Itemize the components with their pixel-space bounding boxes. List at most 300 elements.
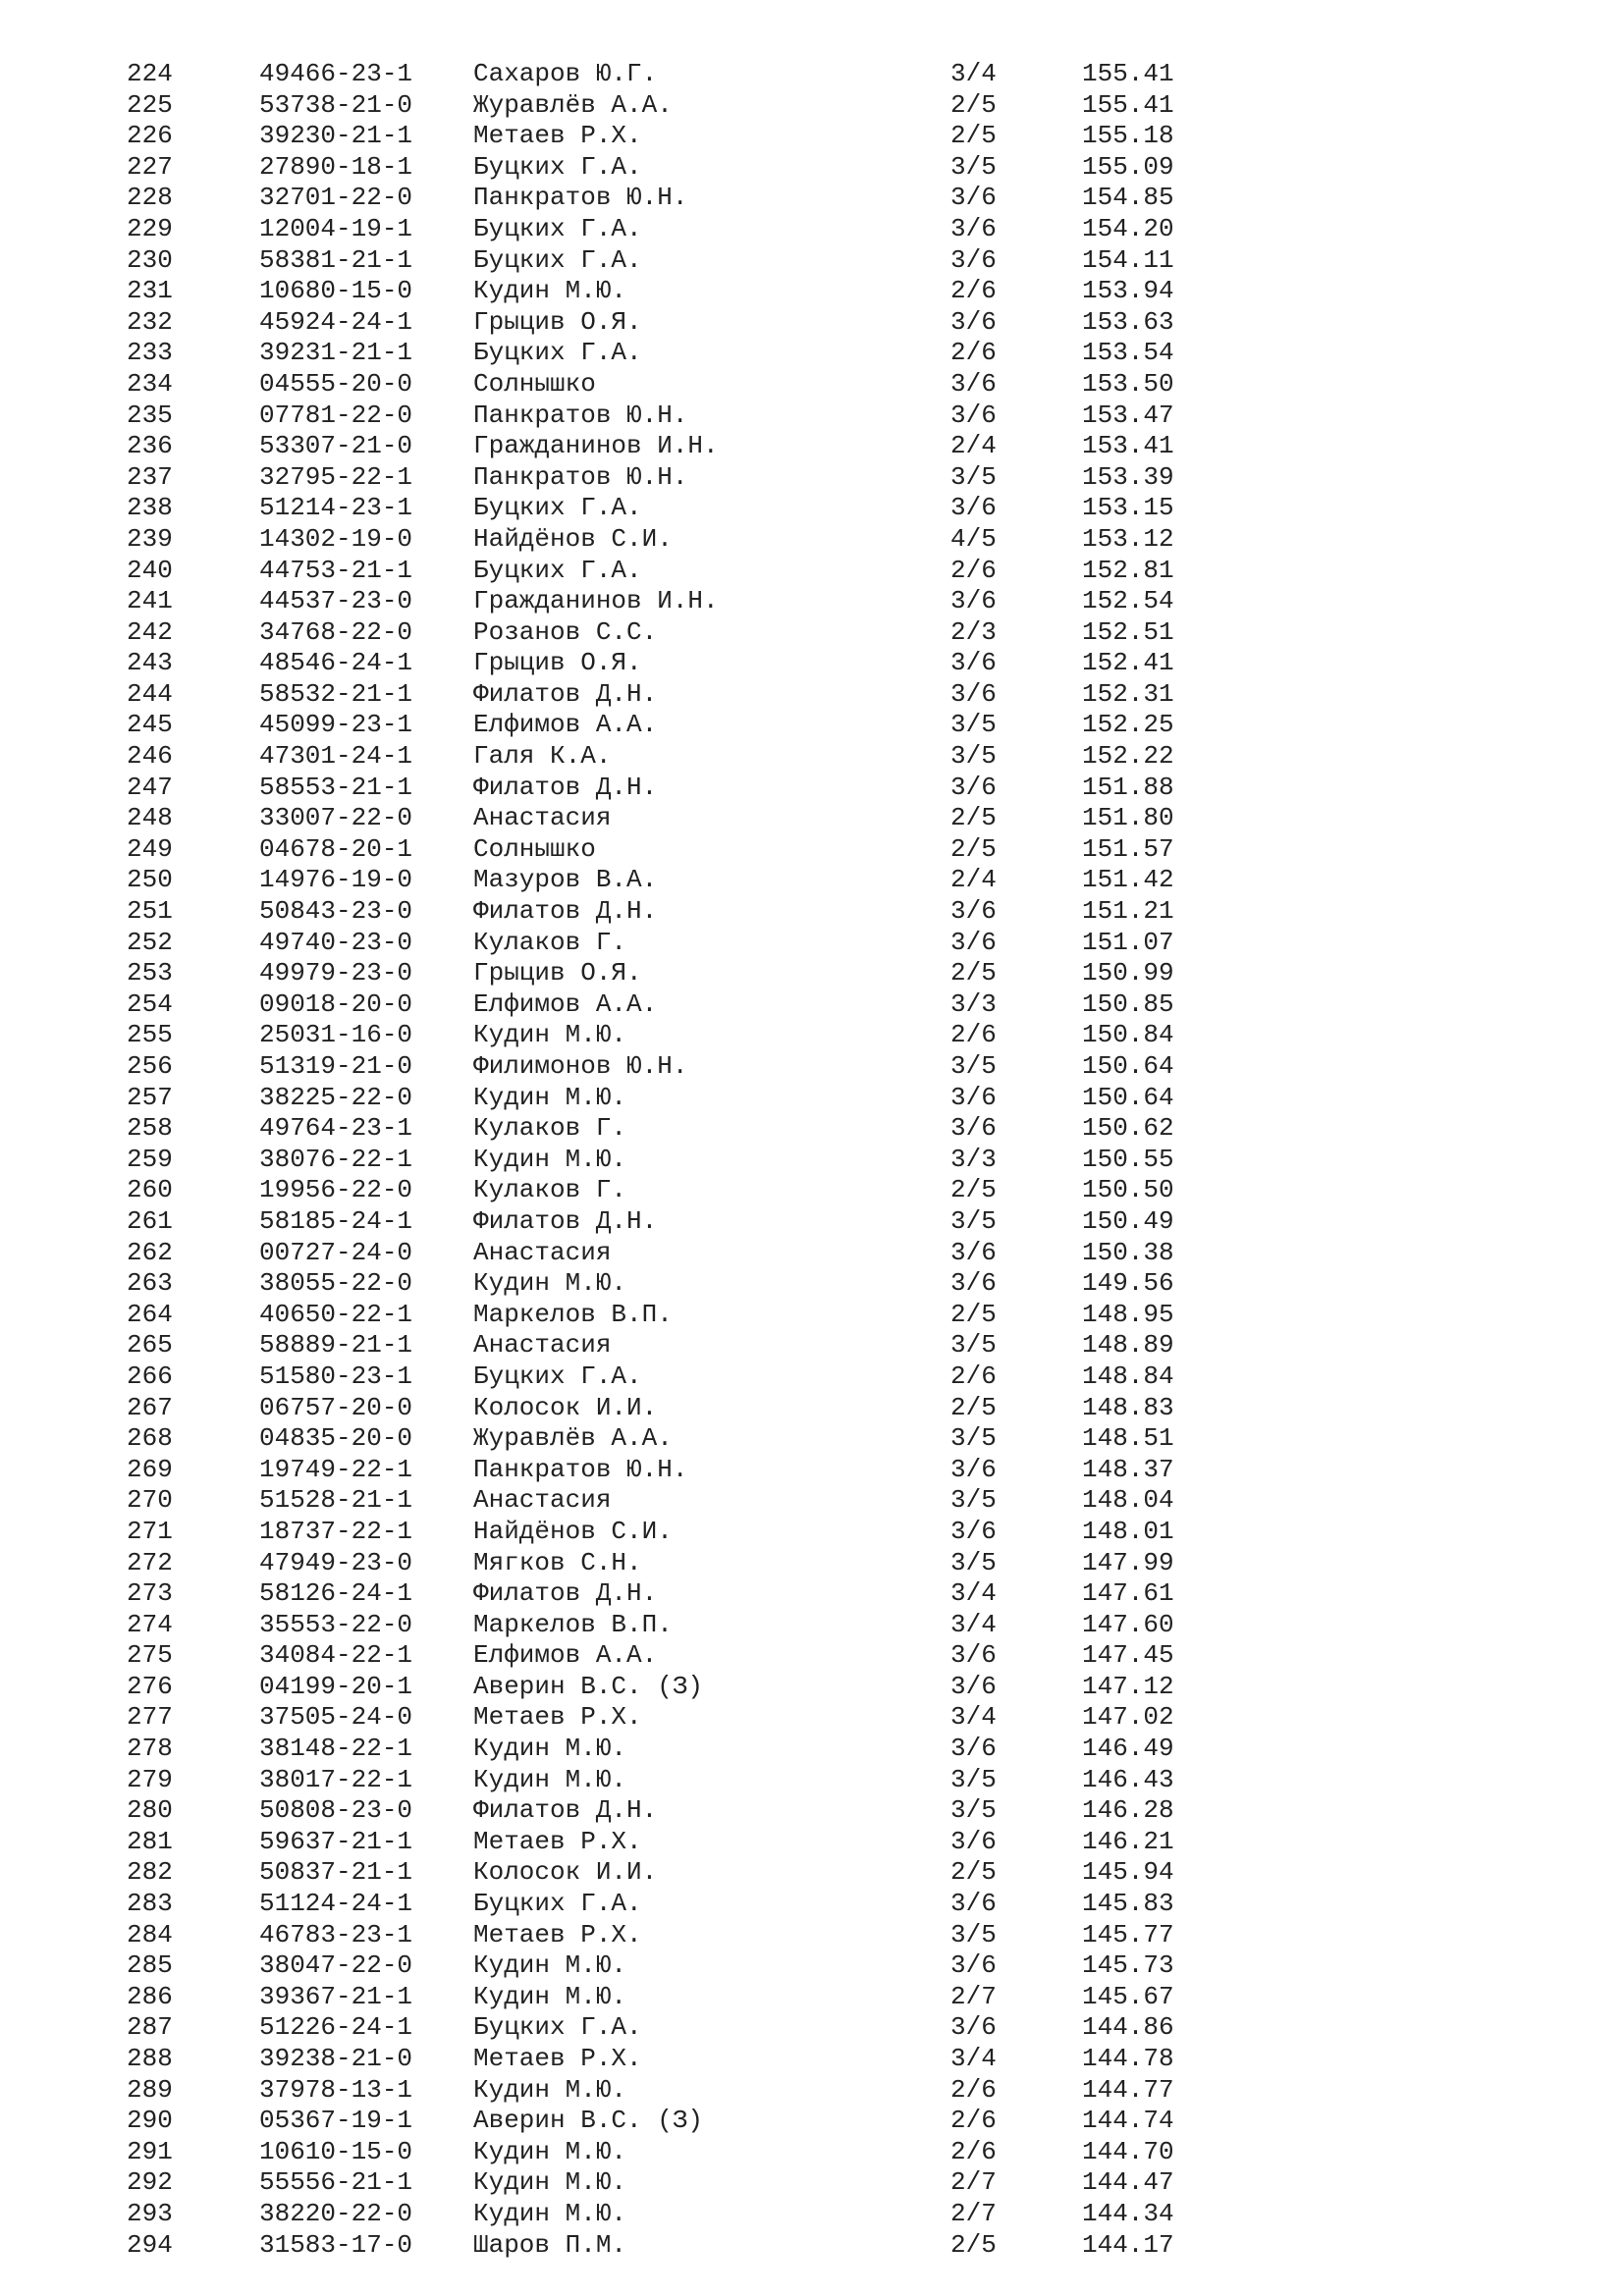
table-row [0,1795,1624,1827]
rank-cell: 282 [127,1857,173,1888]
score-cell: 152.41 [1082,648,1174,678]
rank-cell: 226 [127,121,173,151]
rank-cell: 289 [127,2074,173,2105]
table-row [0,2137,1624,2168]
rank-cell: 228 [127,183,173,213]
name-cell: Грыцив О.Я. [473,306,642,337]
id-cell: 58381-21-1 [259,244,413,275]
rank-cell: 258 [127,1113,173,1144]
score-cell: 145.73 [1082,1950,1174,1981]
score-cell: 149.56 [1082,1268,1174,1299]
table-row [0,1051,1624,1083]
ratio-cell: 3/6 [950,1889,997,1919]
ratio-cell: 2/6 [950,338,997,368]
id-cell: 55556-21-1 [259,2167,413,2198]
ratio-cell: 2/4 [950,865,997,895]
id-cell: 59637-21-1 [259,1826,413,1856]
ratio-cell: 3/3 [950,988,997,1019]
score-cell: 152.31 [1082,678,1174,709]
ratio-cell: 2/5 [950,1175,997,1205]
score-cell: 145.83 [1082,1889,1174,1919]
score-cell: 150.38 [1082,1237,1174,1267]
ratio-cell: 3/5 [950,1423,997,1454]
name-cell: Филатов Д.Н. [473,772,658,802]
score-cell: 155.09 [1082,151,1174,182]
rank-cell: 230 [127,244,173,275]
table-row [0,834,1624,866]
ratio-cell: 2/6 [950,1361,997,1391]
id-cell: 04555-20-0 [259,368,413,399]
name-cell: Буцких Г.А. [473,1889,642,1919]
ratio-cell: 2/7 [950,2198,997,2228]
table-row [0,1268,1624,1300]
name-cell: Галя К.А. [473,741,612,772]
name-cell: Кулаков Г. [473,927,627,957]
score-cell: 154.85 [1082,183,1174,213]
ratio-cell: 2/6 [950,2136,997,2166]
name-cell: Панкратов Ю.Н. [473,461,688,492]
score-cell: 150.84 [1082,1020,1174,1050]
id-cell: 48546-24-1 [259,648,413,678]
score-cell: 153.50 [1082,368,1174,399]
ratio-cell: 3/4 [950,2044,997,2073]
ratio-cell: 2/6 [950,276,997,306]
rank-cell: 294 [127,2229,173,2260]
rank-cell: 286 [127,1981,173,2011]
id-cell: 58185-24-1 [259,1205,413,1236]
rank-cell: 253 [127,958,173,988]
table-row [0,928,1624,959]
score-cell: 152.51 [1082,616,1174,647]
score-cell: 150.50 [1082,1175,1174,1205]
ratio-cell: 3/6 [950,1237,997,1267]
id-cell: 49740-23-0 [259,927,413,957]
rank-cell: 267 [127,1392,173,1422]
score-cell: 153.12 [1082,523,1174,554]
id-cell: 38225-22-0 [259,1082,413,1112]
id-cell: 19956-22-0 [259,1175,413,1205]
score-cell: 152.25 [1082,710,1174,740]
score-cell: 150.85 [1082,988,1174,1019]
id-cell: 09018-20-0 [259,988,413,1019]
rank-cell: 277 [127,1702,173,1733]
name-cell: Кудин М.Ю. [473,2136,627,2166]
name-cell: Панкратов Ю.Н. [473,1454,688,1484]
ratio-cell: 3/6 [950,368,997,399]
name-cell: Грыцив О.Я. [473,648,642,678]
rank-cell: 224 [127,59,173,88]
table-row [0,1548,1624,1579]
rank-cell: 235 [127,400,173,430]
ratio-cell: 2/5 [950,1392,997,1422]
id-cell: 04199-20-1 [259,1671,413,1701]
id-cell: 34768-22-0 [259,616,413,647]
name-cell: Журавлёв А.А. [473,89,673,120]
name-cell: Колосок И.И. [473,1857,658,1888]
rank-cell: 261 [127,1205,173,1236]
id-cell: 49979-23-0 [259,958,413,988]
rank-cell: 234 [127,368,173,399]
score-cell: 147.45 [1082,1640,1174,1671]
name-cell: Буцких Г.А. [473,244,642,275]
rank-cell: 269 [127,1454,173,1484]
table-row [0,2075,1624,2107]
id-cell: 45924-24-1 [259,306,413,337]
score-cell: 144.34 [1082,2198,1174,2228]
id-cell: 12004-19-1 [259,213,413,243]
score-cell: 144.77 [1082,2074,1174,2105]
name-cell: Найдёнов С.И. [473,523,673,554]
name-cell: Филатов Д.Н. [473,896,658,927]
rank-cell: 233 [127,338,173,368]
ratio-cell: 3/6 [950,400,997,430]
score-cell: 151.07 [1082,927,1174,957]
table-row [0,2167,1624,2199]
name-cell: Метаев Р.Х. [473,2044,642,2073]
table-row [0,1485,1624,1517]
name-cell: Анастасия [473,803,612,833]
rank-cell: 260 [127,1175,173,1205]
id-cell: 39238-21-0 [259,2044,413,2073]
table-row [0,1982,1624,2013]
table-row [0,2106,1624,2137]
name-cell: Шаров П.М. [473,2229,627,2260]
id-cell: 39231-21-1 [259,338,413,368]
score-cell: 148.84 [1082,1361,1174,1391]
score-cell: 144.78 [1082,2044,1174,2073]
score-cell: 153.47 [1082,400,1174,430]
score-cell: 154.11 [1082,244,1174,275]
id-cell: 14302-19-0 [259,523,413,554]
table-row [0,1020,1624,1051]
ratio-cell: 2/6 [950,1020,997,1050]
id-cell: 10680-15-0 [259,276,413,306]
table-row [0,183,1624,214]
name-cell: Журавлёв А.А. [473,1423,673,1454]
score-cell: 150.55 [1082,1144,1174,1174]
table-row [0,773,1624,804]
score-cell: 153.94 [1082,276,1174,306]
table-row [0,958,1624,989]
id-cell: 45099-23-1 [259,710,413,740]
table-row [0,586,1624,617]
name-cell: Метаев Р.Х. [473,1919,642,1949]
id-cell: 44537-23-0 [259,586,413,616]
table-row [0,59,1624,90]
rank-cell: 270 [127,1485,173,1516]
table-row [0,679,1624,711]
id-cell: 38220-22-0 [259,2198,413,2228]
name-cell: Кудин М.Ю. [473,1734,627,1764]
id-cell: 05367-19-1 [259,2106,413,2136]
table-row [0,152,1624,184]
id-cell: 58889-21-1 [259,1330,413,1361]
ratio-cell: 2/6 [950,2106,997,2136]
score-cell: 145.77 [1082,1919,1174,1949]
table-row [0,1765,1624,1796]
table-row [0,338,1624,369]
score-cell: 147.99 [1082,1547,1174,1577]
table-row [0,710,1624,741]
table-row [0,1206,1624,1238]
ratio-cell: 2/7 [950,2167,997,2198]
id-cell: 04835-20-0 [259,1423,413,1454]
id-cell: 50808-23-0 [259,1795,413,1826]
ratio-cell: 2/6 [950,555,997,585]
id-cell: 51319-21-0 [259,1051,413,1081]
rank-cell: 292 [127,2167,173,2198]
table-row [0,1857,1624,1889]
ratio-cell: 3/3 [950,1144,997,1174]
name-cell: Елфимов А.А. [473,1640,658,1671]
rank-cell: 287 [127,2012,173,2043]
id-cell: 37505-24-0 [259,1702,413,1733]
rank-cell: 293 [127,2198,173,2228]
rank-cell: 259 [127,1144,173,1174]
table-row [0,1175,1624,1206]
table-row [0,524,1624,556]
rank-cell: 248 [127,803,173,833]
ratio-cell: 2/5 [950,2229,997,2260]
id-cell: 38047-22-0 [259,1950,413,1981]
rank-cell: 281 [127,1826,173,1856]
rank-cell: 231 [127,276,173,306]
table-row [0,896,1624,928]
table-row [0,1083,1624,1114]
rank-cell: 290 [127,2106,173,2136]
rank-cell: 240 [127,555,173,585]
id-cell: 38076-22-1 [259,1144,413,1174]
rank-cell: 243 [127,648,173,678]
rank-cell: 249 [127,833,173,864]
id-cell: 47301-24-1 [259,741,413,772]
id-cell: 39230-21-1 [259,121,413,151]
id-cell: 50843-23-0 [259,896,413,927]
table-row [0,1517,1624,1548]
name-cell: Гражданинов И.Н. [473,431,719,461]
ratio-cell: 3/5 [950,151,997,182]
ratio-cell: 2/5 [950,1857,997,1888]
score-cell: 146.28 [1082,1795,1174,1826]
table-row [0,245,1624,277]
id-cell: 07781-22-0 [259,400,413,430]
table-row [0,556,1624,587]
name-cell: Анастасия [473,1330,612,1361]
score-cell: 153.39 [1082,461,1174,492]
score-cell: 147.02 [1082,1702,1174,1733]
name-cell: Буцких Г.А. [473,555,642,585]
score-cell: 152.81 [1082,555,1174,585]
name-cell: Филимонов Ю.Н. [473,1051,688,1081]
id-cell: 14976-19-0 [259,865,413,895]
rank-cell: 242 [127,616,173,647]
name-cell: Буцких Г.А. [473,213,642,243]
score-cell: 147.61 [1082,1578,1174,1609]
score-cell: 155.18 [1082,121,1174,151]
id-cell: 49764-23-1 [259,1113,413,1144]
table-row [0,493,1624,524]
rank-cell: 271 [127,1516,173,1546]
ratio-cell: 3/5 [950,1795,997,1826]
rank-cell: 250 [127,865,173,895]
rank-cell: 256 [127,1051,173,1081]
score-cell: 145.67 [1082,1981,1174,2011]
ratio-cell: 2/5 [950,803,997,833]
id-cell: 51528-21-1 [259,1485,413,1516]
table-row [0,1330,1624,1362]
rank-cell: 246 [127,741,173,772]
table-row [0,1827,1624,1858]
id-cell: 51214-23-1 [259,493,413,523]
name-cell: Мягков С.Н. [473,1547,642,1577]
name-cell: Кудин М.Ю. [473,1764,627,1794]
name-cell: Солнышко [473,368,596,399]
table-row [0,617,1624,649]
name-cell: Филатов Д.Н. [473,1205,658,1236]
name-cell: Сахаров Ю.Г. [473,59,658,88]
name-cell: Кудин М.Ю. [473,1082,627,1112]
table-row [0,307,1624,339]
ratio-cell: 3/5 [950,1051,997,1081]
id-cell: 32701-22-0 [259,183,413,213]
score-cell: 147.60 [1082,1609,1174,1639]
score-cell: 151.21 [1082,896,1174,927]
rank-cell: 291 [127,2136,173,2166]
id-cell: 58126-24-1 [259,1578,413,1609]
rank-cell: 285 [127,1950,173,1981]
ratio-cell: 3/6 [950,306,997,337]
score-cell: 148.83 [1082,1392,1174,1422]
name-cell: Кудин М.Ю. [473,2167,627,2198]
id-cell: 49466-23-1 [259,59,413,88]
ratio-cell: 3/6 [950,2012,997,2043]
id-cell: 32795-22-1 [259,461,413,492]
rank-cell: 254 [127,988,173,1019]
rank-cell: 229 [127,213,173,243]
table-row [0,803,1624,834]
table-row [0,2012,1624,2044]
name-cell: Буцких Г.А. [473,2012,642,2043]
score-cell: 148.04 [1082,1485,1174,1516]
table-row [0,1145,1624,1176]
ratio-cell: 2/5 [950,1299,997,1329]
table-row [0,400,1624,432]
id-cell: 25031-16-0 [259,1020,413,1050]
id-cell: 31583-17-0 [259,2229,413,2260]
name-cell: Розанов С.С. [473,616,658,647]
table-row [0,214,1624,245]
score-cell: 153.41 [1082,431,1174,461]
ratio-cell: 3/6 [950,1734,997,1764]
name-cell: Метаев Р.Х. [473,1702,642,1733]
score-cell: 148.89 [1082,1330,1174,1361]
score-cell: 150.62 [1082,1113,1174,1144]
name-cell: Анастасия [473,1485,612,1516]
rank-cell: 263 [127,1268,173,1299]
table-row [0,989,1624,1021]
name-cell: Маркелов В.П. [473,1299,673,1329]
id-cell: 19749-22-1 [259,1454,413,1484]
table-row [0,431,1624,462]
name-cell: Буцких Г.А. [473,151,642,182]
id-cell: 46783-23-1 [259,1919,413,1949]
table-row [0,648,1624,679]
name-cell: Панкратов Ю.Н. [473,183,688,213]
rank-cell: 288 [127,2044,173,2073]
table-row [0,462,1624,494]
table-row [0,741,1624,773]
id-cell: 39367-21-1 [259,1981,413,2011]
ratio-cell: 3/6 [950,586,997,616]
name-cell: Кудин М.Ю. [473,1981,627,2011]
ratio-cell: 3/6 [950,1113,997,1144]
table-row [0,1920,1624,1951]
ratio-cell: 3/4 [950,1578,997,1609]
name-cell: Кудин М.Ю. [473,1268,627,1299]
ratio-cell: 2/4 [950,431,997,461]
ratio-cell: 3/5 [950,1547,997,1577]
table-row [0,369,1624,400]
rank-cell: 262 [127,1237,173,1267]
ratio-cell: 3/6 [950,927,997,957]
table-row [0,1238,1624,1269]
id-cell: 58553-21-1 [259,772,413,802]
rank-cell: 276 [127,1671,173,1701]
ratio-cell: 3/6 [950,1671,997,1701]
id-cell: 50837-21-1 [259,1857,413,1888]
name-cell: Найдёнов С.И. [473,1516,673,1546]
score-cell: 150.64 [1082,1051,1174,1081]
score-cell: 152.22 [1082,741,1174,772]
ratio-cell: 2/5 [950,833,997,864]
name-cell: Елфимов А.А. [473,710,658,740]
score-cell: 155.41 [1082,89,1174,120]
score-cell: 154.20 [1082,213,1174,243]
ratio-cell: 3/6 [950,213,997,243]
rank-cell: 255 [127,1020,173,1050]
id-cell: 53307-21-0 [259,431,413,461]
id-cell: 44753-21-1 [259,555,413,585]
table-row [0,2230,1624,2262]
score-cell: 148.95 [1082,1299,1174,1329]
score-cell: 148.51 [1082,1423,1174,1454]
name-cell: Грыцив О.Я. [473,958,642,988]
rank-cell: 273 [127,1578,173,1609]
score-cell: 147.12 [1082,1671,1174,1701]
rank-cell: 272 [127,1547,173,1577]
name-cell: Панкратов Ю.Н. [473,400,688,430]
rank-cell: 232 [127,306,173,337]
ratio-cell: 3/6 [950,896,997,927]
table-row [0,276,1624,307]
name-cell: Анастасия [473,1237,612,1267]
table-row [0,1455,1624,1486]
name-cell: Филатов Д.Н. [473,1578,658,1609]
score-cell: 145.94 [1082,1857,1174,1888]
ratio-cell: 3/6 [950,183,997,213]
ratio-cell: 3/6 [950,1950,997,1981]
id-cell: 53738-21-0 [259,89,413,120]
ratio-cell: 3/6 [950,1640,997,1671]
rank-cell: 247 [127,772,173,802]
id-cell: 00727-24-0 [259,1237,413,1267]
rank-cell: 268 [127,1423,173,1454]
ratio-cell: 2/3 [950,616,997,647]
table-row [0,1889,1624,1920]
id-cell: 40650-22-1 [259,1299,413,1329]
ratio-cell: 3/6 [950,244,997,275]
rank-cell: 251 [127,896,173,927]
